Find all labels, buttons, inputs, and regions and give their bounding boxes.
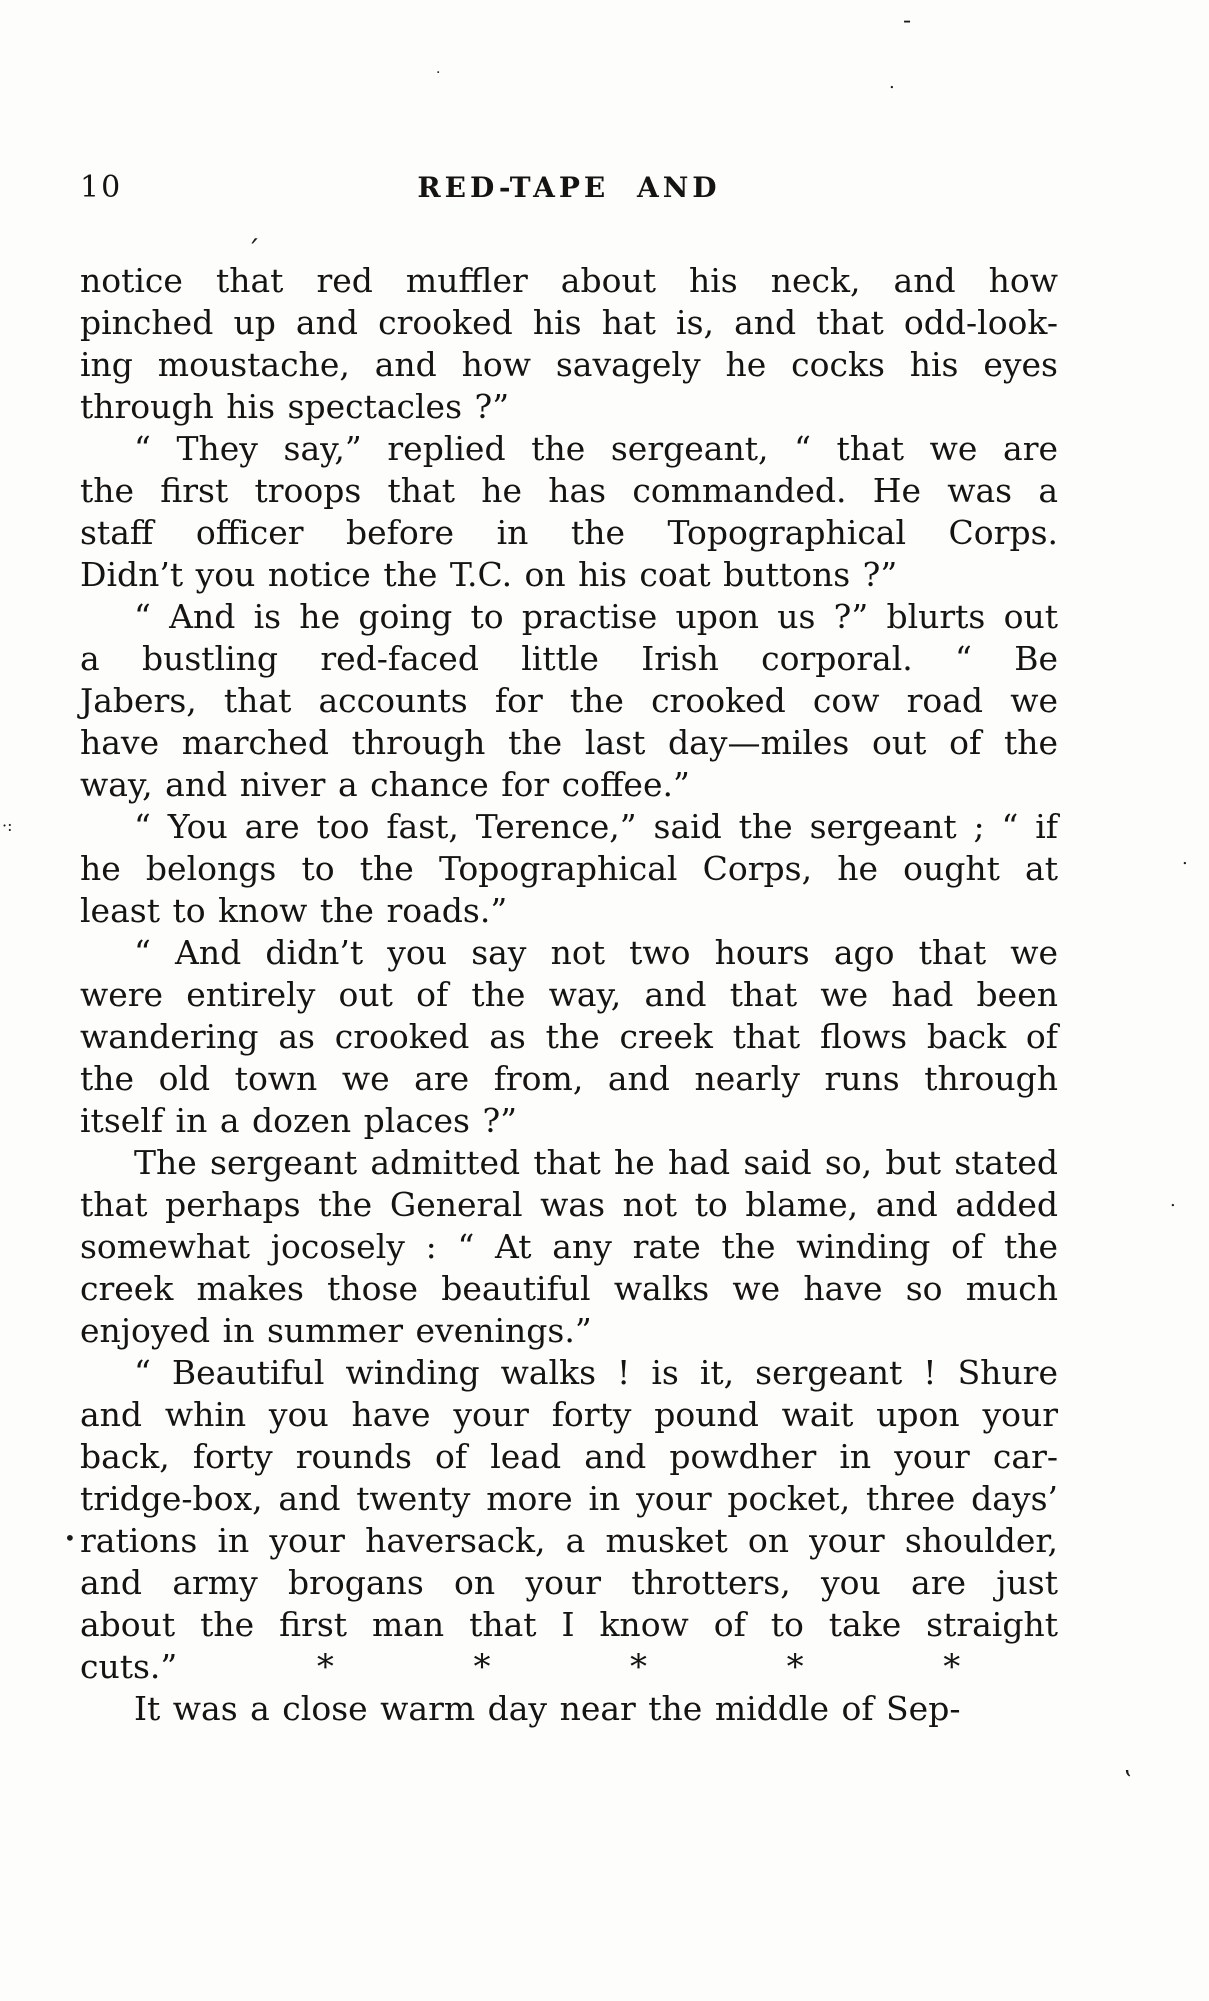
text-line: creek makes those beautiful walks we have so much xyxy=(80,1269,1058,1308)
paragraph xyxy=(80,1142,1058,1352)
paragraph xyxy=(80,1352,1058,1688)
text-line: enjoyed in summer evenings.” xyxy=(80,1311,592,1350)
scan-artifact: . xyxy=(1170,1190,1176,1211)
text-line: It was a close warm day near the middle of Sep- xyxy=(134,1689,961,1728)
running-title: RED-TAPE AND xyxy=(417,171,721,204)
scan-artifact: . xyxy=(889,72,895,93)
paragraph xyxy=(80,806,1058,932)
text-line: staff officer before in the Topographical Corps. xyxy=(80,513,1058,552)
text-line: cuts.” xyxy=(80,1647,178,1686)
asterisk-glyph: * xyxy=(786,1647,804,1687)
text-line: “ And didn’t you say not two hours ago that we xyxy=(134,933,1058,972)
text-line: notice that red muffler about his neck, and how xyxy=(80,261,1058,300)
text-line: “ And is he going to practise upon us ?” blurts out xyxy=(134,597,1058,636)
asterisk-glyph: * xyxy=(316,1647,334,1687)
text-line: through his spectacles ?” xyxy=(80,387,510,426)
text-line: tridge-box, and twenty more in your pocket, three days’ xyxy=(80,1479,1058,1518)
page-number: 10 xyxy=(80,170,123,205)
text-line: have marched through the last day—miles out of the xyxy=(80,723,1058,762)
text-line: rations in your haversack, a musket on your shoulder, xyxy=(80,1521,1058,1560)
paragraph xyxy=(80,932,1058,1142)
running-head xyxy=(80,170,1058,205)
text-line: the first troops that he has commanded. He was a xyxy=(80,471,1058,510)
text-block xyxy=(80,260,1058,1730)
text-line: least to know the roads.” xyxy=(80,891,508,930)
text-line: itself in a dozen places ?” xyxy=(80,1101,518,1140)
paragraph xyxy=(80,260,1058,428)
paragraph xyxy=(80,1688,1058,1730)
asterisk-glyph: * xyxy=(630,1647,648,1687)
text-line: “ They say,” replied the sergeant, “ that we are xyxy=(134,429,1058,468)
scan-artifact: ‛ xyxy=(1124,1766,1133,1796)
scan-artifact: . xyxy=(1182,848,1188,869)
text-line: he belongs to the Topographical Corps, he ought at xyxy=(80,849,1058,888)
scan-artifact: • xyxy=(64,1526,76,1550)
scan-artifact: ·: xyxy=(2,816,13,835)
scan-artifact: ´ xyxy=(246,235,260,268)
text-line: Jabers, that accounts for the crooked cow road we xyxy=(80,681,1058,720)
text-line: The sergeant admitted that he had said so, but stated xyxy=(134,1143,1058,1182)
scan-artifact: · xyxy=(436,65,441,81)
text-line: were entirely out of the way, and that we had been xyxy=(80,975,1058,1014)
text-line: “ You are too fast, Terence,” said the sergeant ; “ if xyxy=(134,807,1058,846)
text-line: somewhat jocosely : “ At any rate the winding of the xyxy=(80,1227,1058,1266)
text-line: about the first man that I know of to take straight xyxy=(80,1605,1058,1644)
paragraph xyxy=(80,596,1058,806)
text-line: wandering as crooked as the creek that flows back of xyxy=(80,1017,1058,1056)
text-line: back, forty rounds of lead and powdher in your car- xyxy=(80,1437,1058,1476)
text-line: and whin you have your forty pound wait upon your xyxy=(80,1395,1058,1434)
text-line: pinched up and crooked his hat is, and that odd-look- xyxy=(80,303,1058,342)
scan-artifact: - xyxy=(903,6,912,34)
text-line: way, and niver a chance for coffee.” xyxy=(80,765,690,804)
asterisk-separator-line xyxy=(80,1646,960,1688)
text-line: Didn’t you notice the T.C. on his coat buttons ?” xyxy=(80,555,898,594)
asterisk-glyph: * xyxy=(943,1647,961,1687)
asterisk-glyph: * xyxy=(473,1647,491,1687)
text-line: “ Beautiful winding walks ! is it, sergeant ! Shure xyxy=(134,1353,1058,1392)
paragraph xyxy=(80,428,1058,596)
text-line: ing moustache, and how savagely he cocks his eyes xyxy=(80,345,1058,384)
text-line: the old town we are from, and nearly runs through xyxy=(80,1059,1058,1098)
text-line: that perhaps the General was not to blame, and added xyxy=(80,1185,1058,1224)
text-line: and army brogans on your throtters, you are just xyxy=(80,1563,1058,1602)
text-line: a bustling red-faced little Irish corporal. “ Be xyxy=(80,639,1058,678)
